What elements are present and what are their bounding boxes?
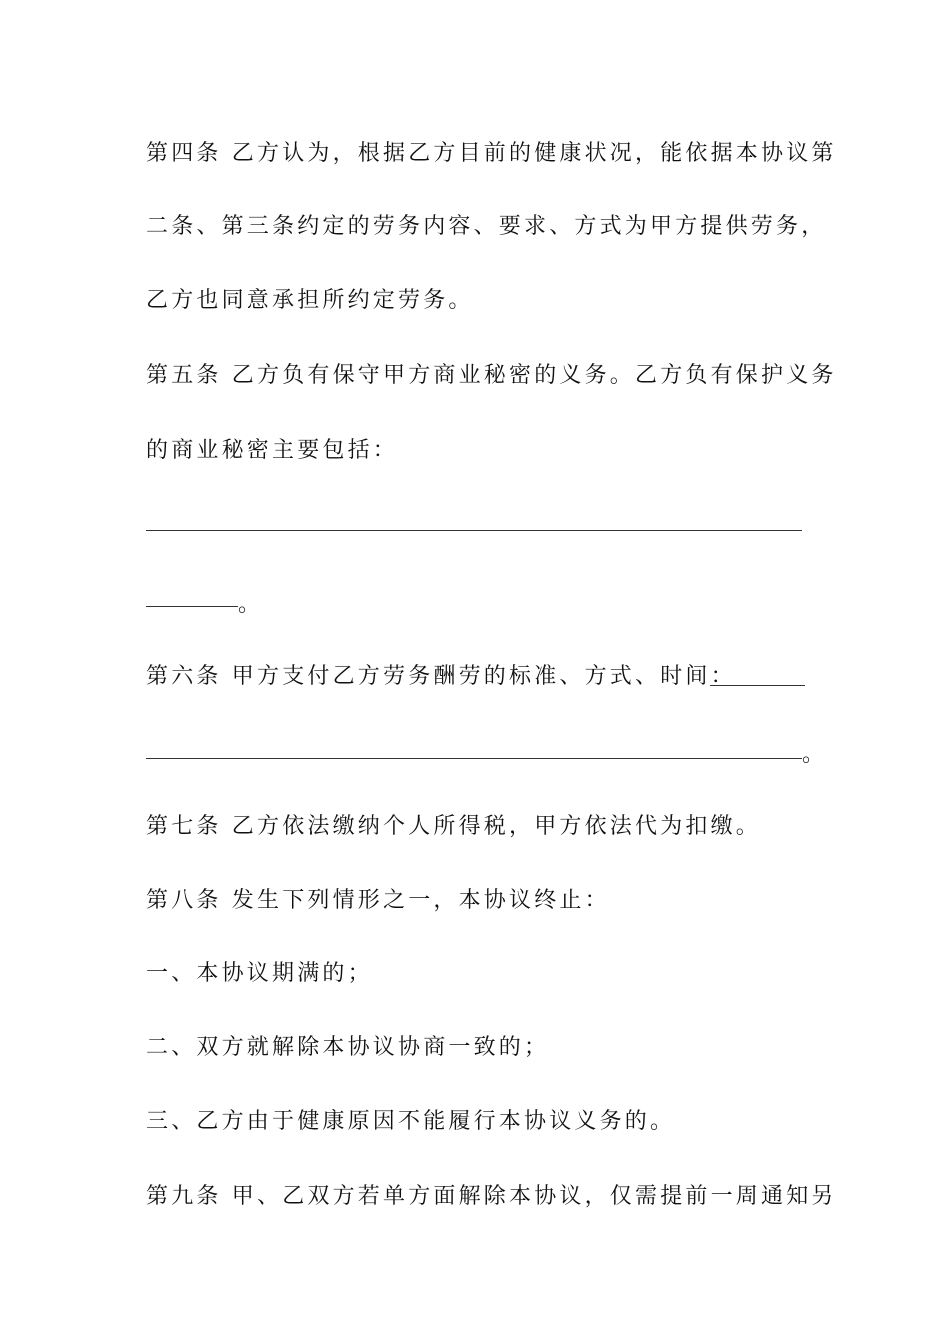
article-5-line-1: 第五条 乙方负有保守甲方商业秘密的义务。乙方负有保护义务 (146, 363, 837, 388)
article-5-line-2: 的商业秘密主要包括： (146, 438, 399, 463)
article-6-line-1: 第六条 甲方支付乙方劳务酬劳的标准、方式、时间： (146, 664, 736, 689)
blank-period-2: 。 (802, 742, 825, 767)
article-4-line-3: 乙方也同意承担所约定劳务。 (146, 288, 474, 313)
fill-in-blank-short (146, 606, 238, 607)
article-4-line-1: 第四条 乙方认为，根据乙方目前的健康状况，能依据本协议第 (146, 141, 837, 166)
article-7: 第七条 乙方依法缴纳个人所得税，甲方依法代为扣缴。 (146, 814, 761, 839)
blank-period: 。 (238, 592, 261, 617)
article-8: 第八条 发生下列情形之一，本协议终止： (146, 888, 610, 913)
fill-in-blank-line (146, 530, 802, 531)
article-8-item-2: 二、双方就解除本协议协商一致的； (146, 1035, 550, 1060)
article-4-line-2: 二条、第三条约定的劳务内容、要求、方式为甲方提供劳务， (146, 214, 827, 239)
fill-in-blank-inline (710, 685, 805, 686)
article-9-line-1: 第九条 甲、乙双方若单方面解除本协议，仅需提前一周通知另 (146, 1184, 837, 1209)
fill-in-blank-line-2 (146, 758, 802, 759)
article-8-item-3: 三、乙方由于健康原因不能履行本协议义务的。 (146, 1109, 676, 1134)
article-8-item-1: 一、本协议期满的； (146, 961, 373, 986)
